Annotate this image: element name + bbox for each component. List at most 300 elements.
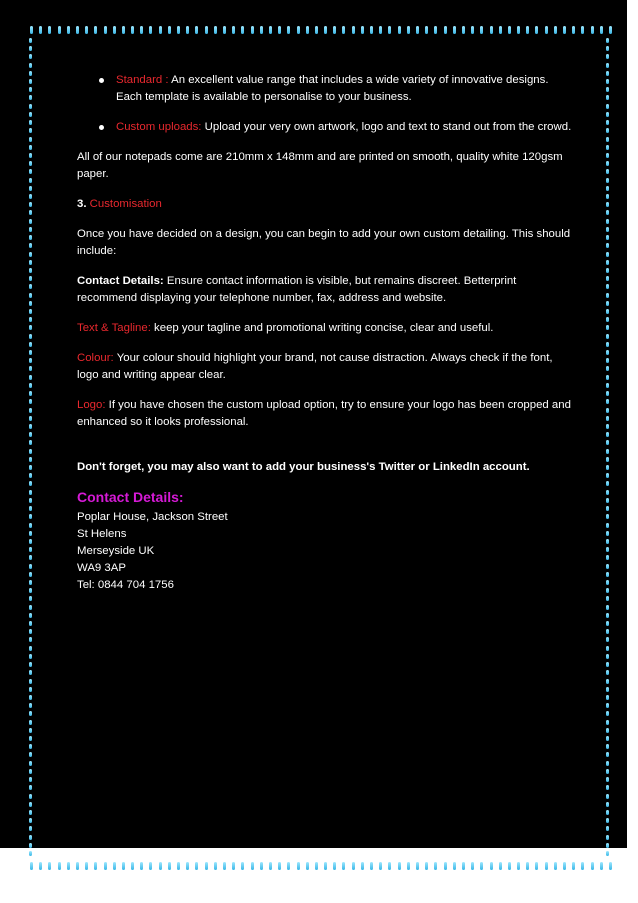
border-dot [306, 862, 309, 870]
border-dot [606, 621, 609, 626]
border-dot [606, 810, 609, 815]
border-dot [606, 539, 609, 544]
border-dot [606, 769, 609, 774]
address-line: WA9 3AP [77, 562, 126, 574]
border-dot [563, 862, 566, 870]
bullet-text: An excellent value range that includes a wide variety of innovative designs. Each template is available to personalise to your business. [116, 74, 549, 103]
border-dot [462, 862, 465, 870]
border-dot [29, 818, 32, 823]
border-dot [609, 862, 612, 870]
border-dot [29, 744, 32, 749]
border-dot [606, 383, 609, 388]
border-dot [39, 26, 42, 34]
border-dot [508, 862, 511, 870]
border-dot [606, 408, 609, 413]
border-dot [29, 54, 32, 59]
border-dot [29, 785, 32, 790]
border-dot [606, 128, 609, 133]
border-dot [223, 26, 226, 34]
border-dot [29, 95, 32, 100]
border-dot [606, 465, 609, 470]
border-dot [606, 375, 609, 380]
border-dot [29, 736, 32, 741]
border-dot [342, 862, 345, 870]
item-colour [77, 350, 572, 384]
border-dot [499, 862, 502, 870]
border-dot [29, 63, 32, 68]
border-dot [490, 862, 493, 870]
border-dot [606, 350, 609, 355]
border-dot [572, 26, 575, 34]
border-dot [29, 588, 32, 593]
border-dot [269, 26, 272, 34]
border-dot [85, 862, 88, 870]
border-dot [29, 252, 32, 257]
border-dot [29, 309, 32, 314]
border-dot [122, 26, 125, 34]
reminder-paragraph: Don't forget, you may also want to add your business's Twitter or LinkedIn account. [77, 461, 530, 473]
section-number: 3. [77, 198, 87, 210]
border-dot [606, 711, 609, 716]
border-dot [29, 490, 32, 495]
border-dot [29, 424, 32, 429]
border-dot [606, 481, 609, 486]
border-dot [388, 26, 391, 34]
phone-line: Tel: 0844 704 1756 [77, 579, 174, 591]
border-dot [29, 695, 32, 700]
border-dot [606, 547, 609, 552]
border-dot [434, 26, 437, 34]
border-dot [29, 219, 32, 224]
border-dot [29, 169, 32, 174]
border-dot [606, 580, 609, 585]
border-dot [29, 46, 32, 51]
border-dot [606, 490, 609, 495]
border-dot [606, 317, 609, 322]
decorative-border-top [30, 24, 612, 36]
border-dot [287, 26, 290, 34]
border-dot [29, 235, 32, 240]
border-dot [29, 523, 32, 528]
border-dot [606, 728, 609, 733]
border-dot [29, 531, 32, 536]
border-dot [30, 862, 33, 870]
border-dot [29, 777, 32, 782]
item-text: Your colour should highlight your brand, not cause distraction. Always check if the font, logo and writing appear clear. [77, 352, 553, 381]
border-dot [29, 358, 32, 363]
bullet-item-custom-uploads [77, 119, 572, 136]
bullet-text: Upload your very own artwork, logo and text to stand out from the crowd. [201, 121, 572, 133]
border-dot [600, 862, 603, 870]
border-dot [29, 79, 32, 84]
border-dot [122, 862, 125, 870]
border-dot [554, 862, 557, 870]
border-dot [606, 219, 609, 224]
border-dot [29, 703, 32, 708]
border-dot [29, 564, 32, 569]
border-dot [85, 26, 88, 34]
item-text: If you have chosen the custom upload option, try to ensure your logo has been cropped and enhanced so it looks professional. [77, 399, 571, 428]
border-dot [29, 662, 32, 667]
item-text: Ensure contact information is visible, but remains discreet. Betterprint recommend displaying your telephone number, fax, address and website. [77, 275, 517, 304]
border-dot [232, 862, 235, 870]
border-dot [606, 79, 609, 84]
border-dot [29, 342, 32, 347]
border-dot [29, 670, 32, 675]
border-dot [606, 63, 609, 68]
border-dot [29, 506, 32, 511]
border-dot [29, 843, 32, 848]
border-dot [131, 26, 134, 34]
address-line: Merseyside UK [77, 545, 155, 557]
border-dot [29, 145, 32, 150]
border-dot [29, 514, 32, 519]
border-dot [535, 26, 538, 34]
border-dot [113, 26, 116, 34]
border-dot [499, 26, 502, 34]
border-dot [606, 835, 609, 840]
border-dot [606, 457, 609, 462]
border-dot [29, 752, 32, 757]
border-dot [29, 210, 32, 215]
border-dot [29, 408, 32, 413]
border-dot [29, 621, 32, 626]
border-dot [606, 802, 609, 807]
border-dot [131, 862, 134, 870]
border-dot [606, 752, 609, 757]
border-dot [606, 342, 609, 347]
border-dot [606, 325, 609, 330]
border-dot [606, 629, 609, 634]
border-dot [29, 276, 32, 281]
border-dot [606, 227, 609, 232]
border-dot [29, 432, 32, 437]
border-dot [606, 440, 609, 445]
border-dot [324, 26, 327, 34]
border-dot [29, 794, 32, 799]
border-dot [606, 654, 609, 659]
border-dot [269, 862, 272, 870]
border-dot [29, 802, 32, 807]
border-dot [315, 862, 318, 870]
border-dot [379, 862, 382, 870]
border-dot [29, 481, 32, 486]
border-dot [425, 26, 428, 34]
border-dot [251, 26, 254, 34]
border-dot [444, 26, 447, 34]
border-dot [606, 794, 609, 799]
border-dot [29, 375, 32, 380]
bullet-term: Standard : [116, 74, 169, 86]
border-dot [606, 695, 609, 700]
border-dot [168, 26, 171, 34]
border-dot [29, 539, 32, 544]
border-dot [29, 104, 32, 109]
border-dot [260, 26, 263, 34]
border-dot [606, 826, 609, 831]
border-dot [606, 54, 609, 59]
contact-heading: Contact Details: [77, 489, 184, 505]
border-dot [287, 862, 290, 870]
border-dot [606, 169, 609, 174]
decorative-border-left [27, 38, 35, 856]
border-dot [177, 26, 180, 34]
border-dot [195, 26, 198, 34]
border-dot [30, 26, 33, 34]
item-contact-details [77, 273, 572, 307]
border-dot [324, 862, 327, 870]
border-dot [361, 26, 364, 34]
border-dot [606, 301, 609, 306]
border-dot [29, 498, 32, 503]
border-dot [606, 498, 609, 503]
border-dot [379, 26, 382, 34]
border-dot [606, 178, 609, 183]
border-dot [606, 449, 609, 454]
border-dot [370, 26, 373, 34]
border-dot [29, 391, 32, 396]
border-dot [29, 260, 32, 265]
border-dot [29, 334, 32, 339]
contact-address [77, 509, 572, 594]
border-dot [480, 862, 483, 870]
border-dot [453, 26, 456, 34]
border-dot [606, 210, 609, 215]
border-dot [606, 46, 609, 51]
border-dot [94, 26, 97, 34]
border-dot [606, 153, 609, 158]
border-dot [398, 862, 401, 870]
border-dot [315, 26, 318, 34]
border-dot [606, 260, 609, 265]
item-label: Text & Tagline: [77, 322, 151, 334]
border-dot [606, 112, 609, 117]
border-dot [29, 637, 32, 642]
border-dot [416, 862, 419, 870]
border-dot [606, 235, 609, 240]
border-dot [297, 26, 300, 34]
border-dot [606, 416, 609, 421]
border-dot [606, 736, 609, 741]
address-line: St Helens [77, 528, 127, 540]
border-dot [195, 862, 198, 870]
border-dot [606, 506, 609, 511]
border-dot [29, 325, 32, 330]
border-dot [606, 531, 609, 536]
border-dot [606, 432, 609, 437]
border-dot [606, 252, 609, 257]
border-dot [606, 366, 609, 371]
section-heading [77, 196, 572, 213]
border-dot [361, 862, 364, 870]
border-dot [241, 26, 244, 34]
border-dot [490, 26, 493, 34]
item-text: keep your tagline and promotional writing concise, clear and useful. [150, 322, 494, 334]
border-dot [508, 26, 511, 34]
border-dot [177, 862, 180, 870]
border-dot [517, 862, 520, 870]
border-dot [453, 862, 456, 870]
border-dot [149, 26, 152, 34]
border-dot [407, 862, 410, 870]
border-dot [606, 71, 609, 76]
border-dot [416, 26, 419, 34]
border-dot [606, 555, 609, 560]
border-dot [29, 112, 32, 117]
border-dot [606, 646, 609, 651]
address-line: Poplar House, Jackson Street [77, 511, 228, 523]
border-dot [606, 613, 609, 618]
border-dot [29, 227, 32, 232]
border-dot [29, 120, 32, 125]
border-dot [342, 26, 345, 34]
border-dot [606, 358, 609, 363]
border-dot [606, 276, 609, 281]
border-dot [606, 284, 609, 289]
border-dot [370, 862, 373, 870]
border-dot [606, 637, 609, 642]
border-dot [29, 137, 32, 142]
border-dot [186, 26, 189, 34]
border-dot [606, 87, 609, 92]
border-dot [606, 761, 609, 766]
border-dot [29, 416, 32, 421]
border-dot [563, 26, 566, 34]
border-dot [29, 161, 32, 166]
border-dot [606, 687, 609, 692]
border-dot [29, 465, 32, 470]
border-dot [232, 26, 235, 34]
border-dot [29, 613, 32, 618]
border-dot [29, 629, 32, 634]
border-dot [606, 720, 609, 725]
border-dot [76, 862, 79, 870]
bullet-icon [99, 125, 104, 130]
border-dot [29, 769, 32, 774]
border-dot [606, 309, 609, 314]
bullet-item-standard [77, 72, 572, 106]
border-dot [29, 153, 32, 158]
border-dot [58, 862, 61, 870]
border-dot [600, 26, 603, 34]
border-dot [76, 26, 79, 34]
border-dot [104, 26, 107, 34]
border-dot [471, 862, 474, 870]
border-dot [333, 862, 336, 870]
border-dot [606, 391, 609, 396]
border-dot [29, 457, 32, 462]
border-dot [545, 862, 548, 870]
border-dot [606, 843, 609, 848]
border-dot [29, 679, 32, 684]
border-dot [29, 720, 32, 725]
border-dot [140, 26, 143, 34]
border-dot [29, 473, 32, 478]
item-label: Contact Details: [77, 275, 164, 287]
border-dot [606, 243, 609, 248]
border-dot [29, 350, 32, 355]
border-dot [29, 284, 32, 289]
border-dot [29, 243, 32, 248]
border-dot [606, 145, 609, 150]
border-dot [278, 26, 281, 34]
border-dot [606, 194, 609, 199]
border-dot [526, 26, 529, 34]
border-dot [480, 26, 483, 34]
border-dot [526, 862, 529, 870]
border-dot [606, 399, 609, 404]
border-dot [29, 646, 32, 651]
decorative-border-right [604, 38, 612, 856]
border-dot [462, 26, 465, 34]
border-dot [214, 26, 217, 34]
border-dot [48, 26, 51, 34]
border-dot [29, 293, 32, 298]
border-dot [609, 26, 612, 34]
border-dot [425, 862, 428, 870]
border-dot [606, 564, 609, 569]
border-dot [29, 399, 32, 404]
border-dot [29, 38, 32, 43]
intro-paragraph: Once you have decided on a design, you can begin to add your own custom detailing. This should include: [77, 228, 571, 257]
border-dot [29, 826, 32, 831]
border-dot [581, 862, 584, 870]
border-dot [606, 818, 609, 823]
border-dot [444, 862, 447, 870]
border-dot [251, 862, 254, 870]
item-label: Colour: [77, 352, 114, 364]
border-dot [278, 862, 281, 870]
border-dot [58, 26, 61, 34]
border-dot [606, 473, 609, 478]
border-dot [606, 785, 609, 790]
border-dot [29, 555, 32, 560]
border-dot [214, 862, 217, 870]
border-dot [606, 268, 609, 273]
border-dot [434, 862, 437, 870]
border-dot [205, 862, 208, 870]
border-dot [29, 580, 32, 585]
border-dot [333, 26, 336, 34]
border-dot [297, 862, 300, 870]
bullet-term: Custom uploads: [116, 121, 202, 133]
border-dot [545, 26, 548, 34]
border-dot [168, 862, 171, 870]
document-content [77, 72, 572, 594]
border-dot [48, 862, 51, 870]
border-dot [306, 26, 309, 34]
border-dot [606, 679, 609, 684]
border-dot [205, 26, 208, 34]
border-dot [398, 26, 401, 34]
border-dot [29, 596, 32, 601]
border-dot [29, 301, 32, 306]
border-dot [149, 862, 152, 870]
border-dot [29, 810, 32, 815]
border-dot [29, 440, 32, 445]
decorative-border-bottom [30, 860, 612, 872]
border-dot [606, 202, 609, 207]
border-dot [159, 862, 162, 870]
border-dot [606, 293, 609, 298]
border-dot [29, 711, 32, 716]
border-dot [606, 744, 609, 749]
border-dot [29, 128, 32, 133]
border-dot [606, 605, 609, 610]
border-dot [606, 137, 609, 142]
border-dot [94, 862, 97, 870]
border-dot [606, 572, 609, 577]
